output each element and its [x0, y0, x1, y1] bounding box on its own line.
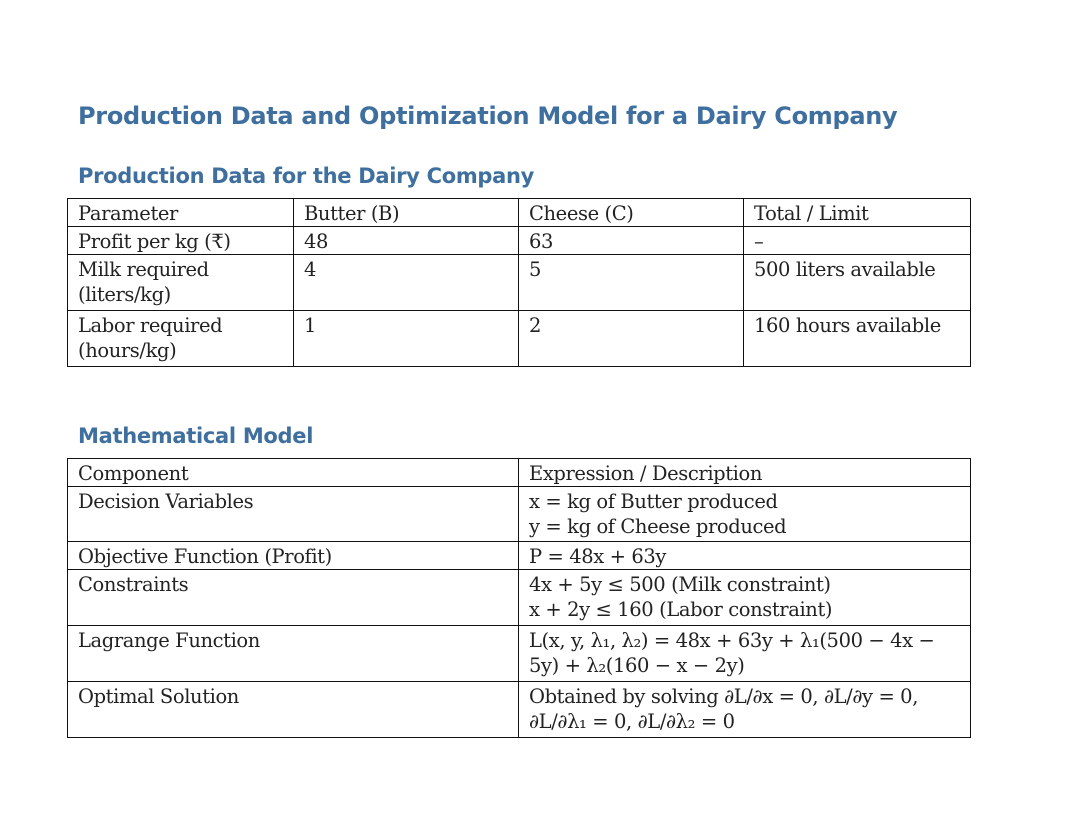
expression-line: x + 2y ≤ 160 (Labor constraint): [529, 598, 833, 621]
expression-line: L(x, y, λ₁, λ₂) = 48x + 63y + λ₁(500 − 4x −: [529, 629, 935, 652]
mathematical-model-table: [67, 458, 971, 738]
table-row: [68, 682, 971, 738]
component-cell: Decision Variables: [68, 487, 519, 542]
component-cell: Objective Function (Profit): [68, 542, 519, 570]
butter-value: 48: [294, 227, 519, 255]
parameter-cell: [68, 311, 294, 367]
expression-line: ∂L/∂λ₁ = 0, ∂L/∂λ₂ = 0: [529, 710, 735, 733]
table-header-row: [68, 459, 971, 487]
table-row: [68, 255, 971, 311]
expression-line: P = 48x + 63y: [529, 545, 667, 568]
cell-line: Profit per kg (₹): [78, 230, 231, 253]
table-row: [68, 487, 971, 542]
butter-value: 4: [294, 255, 519, 311]
expression-line: 5y) + λ₂(160 − x − 2y): [529, 654, 745, 677]
limit-value: –: [744, 227, 971, 255]
table-row: [68, 542, 971, 570]
expression-cell: [519, 682, 971, 738]
column-header: Butter (B): [294, 199, 519, 227]
table-row: [68, 227, 971, 255]
production-data-table: [67, 198, 971, 367]
column-header: Cheese (C): [519, 199, 744, 227]
table-row: [68, 311, 971, 367]
table-header-row: [68, 199, 971, 227]
component-cell: Optimal Solution: [68, 682, 519, 738]
component-cell: Constraints: [68, 570, 519, 626]
table-row: [68, 570, 971, 626]
limit-value: 500 liters available: [744, 255, 971, 311]
expression-line: y = kg of Cheese produced: [529, 515, 787, 538]
component-cell: Lagrange Function: [68, 626, 519, 682]
mathematical-model-heading: Mathematical Model: [78, 424, 314, 448]
cheese-value: 5: [519, 255, 744, 311]
expression-line: 4x + 5y ≤ 500 (Milk constraint): [529, 573, 831, 596]
page-title: Production Data and Optimization Model for a Dairy Company: [78, 102, 898, 130]
cell-line: Milk required: [78, 258, 209, 281]
limit-value: 160 hours available: [744, 311, 971, 367]
expression-line: x = kg of Butter produced: [529, 490, 778, 513]
parameter-cell: [68, 227, 294, 255]
production-data-heading: Production Data for the Dairy Company: [78, 164, 535, 188]
cell-line: Labor required: [78, 314, 223, 337]
column-header: Parameter: [68, 199, 294, 227]
expression-cell: [519, 626, 971, 682]
expression-cell: [519, 570, 971, 626]
cell-line: (hours/kg): [78, 339, 177, 362]
cheese-value: 63: [519, 227, 744, 255]
expression-line: Obtained by solving ∂L/∂x = 0, ∂L/∂y = 0,: [529, 685, 918, 708]
column-header: Total / Limit: [744, 199, 971, 227]
cell-line: (liters/kg): [78, 283, 171, 306]
parameter-cell: [68, 255, 294, 311]
column-header: Component: [68, 459, 519, 487]
expression-cell: [519, 487, 971, 542]
cheese-value: 2: [519, 311, 744, 367]
butter-value: 1: [294, 311, 519, 367]
table-row: [68, 626, 971, 682]
column-header: Expression / Description: [519, 459, 971, 487]
expression-cell: [519, 542, 971, 570]
